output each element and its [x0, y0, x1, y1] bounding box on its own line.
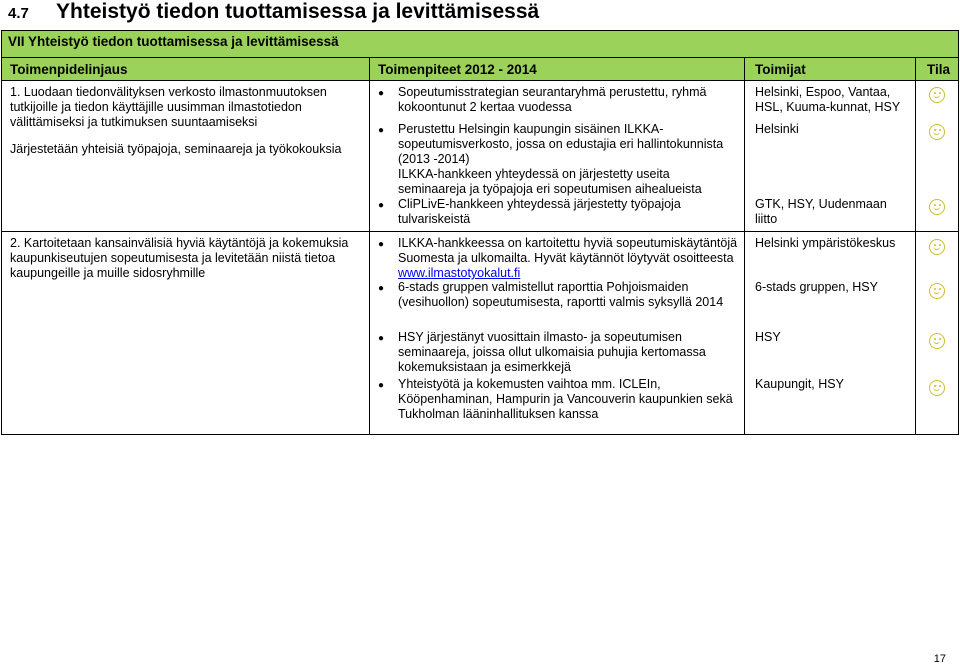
- action-text: HSY järjestänyt vuosittain ilmasto- ja sopeutumisen seminaareja, joissa ollut ulkomaisia puhujia kertomassa kokemuksistaan ja esimerkkejä: [398, 330, 706, 374]
- policy-text: Järjestetään yhteisiä työpajoja, seminaareja ja työkokouksia: [10, 142, 342, 156]
- actions-cell: [370, 232, 745, 435]
- section-title: Yhteistyö tiedon tuottamisessa ja levittämisessä: [56, 0, 540, 23]
- policy-text: 1. Luodaan tiedonvälityksen verkosto ilmastonmuutoksen tutkijoille ja tiedon käyttäjille uusimman ilmastotiedon välittämiseksi ja tutkimuksen suuntaamiseksi: [10, 85, 327, 129]
- bullet-icon: ●: [378, 239, 385, 250]
- actor-text: Helsinki ympäristökeskus: [755, 236, 896, 250]
- section-number: 4.7: [8, 5, 29, 22]
- list-item: [374, 377, 740, 422]
- col-header-status: Tila: [916, 58, 959, 81]
- list-item: [374, 280, 740, 330]
- policy-cell: [2, 81, 370, 232]
- action-text: ILKKA-hankkeessa on kartoitettu hyviä sopeutumiskäytäntöjä Suomesta ja ulkomailta. Hyvät käytännöt löytyvät osoitteesta: [398, 236, 738, 265]
- col-header-actions: Toimenpiteet 2012 - 2014: [370, 58, 745, 81]
- smiley-icon: [929, 239, 945, 255]
- list-item: [374, 122, 740, 197]
- actor-text: Helsinki, Espoo, Vantaa, HSL, Kuuma-kunnat, HSY: [755, 85, 901, 114]
- action-text: 6-stads gruppen valmistellut raporttia Pohjoismaiden (vesihuollon) sopeutumisesta, raportti valmis syksyllä 2014: [398, 280, 724, 309]
- action-text: CliPLivE-hankkeen yhteydessä järjestetty työpajoja tulvariskeistä: [398, 197, 681, 226]
- table-section-title: VII Yhteistyö tiedon tuottamisessa ja levittämisessä: [2, 31, 959, 58]
- list-item: [374, 236, 740, 280]
- smiley-icon: [929, 199, 945, 215]
- bullet-icon: ●: [378, 200, 385, 211]
- bullet-icon: ●: [378, 88, 385, 99]
- list-item: [374, 197, 740, 227]
- col-header-actors: Toimijat: [745, 58, 916, 81]
- actor-text: Helsinki: [755, 122, 799, 136]
- actions-cell: [370, 81, 745, 232]
- page-number: 17: [933, 653, 946, 665]
- actor-text: 6-stads gruppen, HSY: [755, 280, 878, 294]
- actors-cell: [745, 232, 916, 435]
- list-item: [374, 85, 740, 122]
- bullet-icon: ●: [378, 380, 385, 391]
- measures-table: [1, 30, 959, 435]
- smiley-icon: [929, 87, 945, 103]
- bullet-icon: ●: [378, 333, 385, 344]
- action-text: Perustettu Helsingin kaupungin sisäinen ILKKA-sopeutumisverkosto, jossa on edustajia eri hallintokunnista (2013 -2014): [398, 122, 724, 166]
- status-cell: [916, 81, 959, 232]
- smiley-icon: [929, 380, 945, 396]
- actor-text: Kaupungit, HSY: [755, 377, 844, 391]
- bullet-icon: ●: [378, 125, 385, 136]
- policy-cell: [2, 232, 370, 435]
- website-link[interactable]: www.ilmastotyokalut.fi: [398, 266, 521, 280]
- policy-text: 2. Kartoitetaan kansainvälisiä hyviä käytäntöjä ja kokemuksia kaupunkiseutujen sopeutumisesta ja levitetään niistä tietoa kaupungeille ja muille sidosryhmille: [10, 236, 349, 280]
- smiley-icon: [929, 333, 945, 349]
- table-row: [2, 232, 959, 435]
- smiley-icon: [929, 124, 945, 140]
- status-cell: [916, 232, 959, 435]
- action-text: ILKKA-hankkeen yhteydessä on järjestetty useita seminaareja ja työpajoja eri sopeutumisen aihealueista: [398, 167, 702, 196]
- list-item: [374, 330, 740, 377]
- actors-cell: [745, 81, 916, 232]
- actor-text: GTK, HSY, Uudenmaan liitto: [755, 197, 887, 226]
- col-header-policy: Toimenpidelinjaus: [2, 58, 370, 81]
- action-text: Sopeutumisstrategian seurantaryhmä perustettu, ryhmä kokoontunut 2 kertaa vuodessa: [398, 85, 707, 114]
- actor-text: HSY: [755, 330, 781, 344]
- smiley-icon: [929, 283, 945, 299]
- action-text: Yhteistyötä ja kokemusten vaihtoa mm. ICLEIn, Kööpenhaminan, Hampurin ja Vancouverin kaupunkien sekä Tukholman lääninhallituksen kanssa: [398, 377, 733, 421]
- bullet-icon: ●: [378, 283, 385, 294]
- table-row: [2, 81, 959, 232]
- section-heading: [8, 0, 539, 26]
